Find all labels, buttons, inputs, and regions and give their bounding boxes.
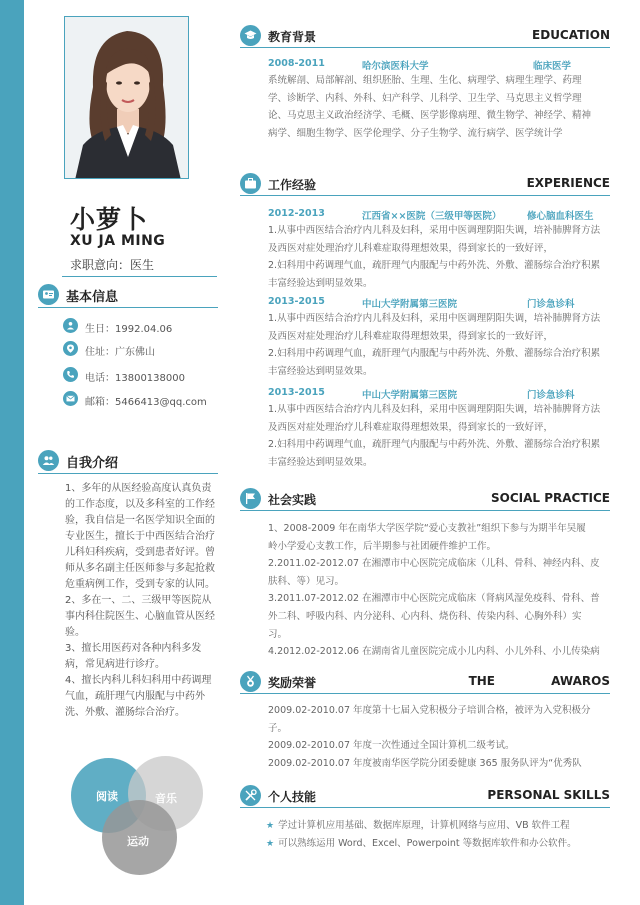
edu-school: 哈尔滨医科大学 bbox=[362, 61, 429, 72]
skills-list bbox=[266, 817, 608, 853]
text-line: 2.妇科用中药调理气血，疏肝理气内服配与中药外洗、外敷、灌肠综合治疗积累 bbox=[268, 260, 601, 272]
awards-text bbox=[268, 702, 610, 772]
section-title-en: PERSONAL SKILLS bbox=[487, 788, 610, 802]
text-line: 岭小学爱心支教工作，后半期参与社团硬件维护工作。 bbox=[268, 540, 497, 552]
text-line: 外二科、呼吸内科、内分泌科、心内科、烧伤科、传染内科、心胸外科）实 bbox=[268, 610, 582, 622]
intro-line: 的工作态度，以及多科室的工作经 bbox=[65, 499, 215, 510]
flag-icon bbox=[240, 488, 261, 509]
text-line: 习。 bbox=[268, 628, 288, 640]
section-title-en: EDUCATION bbox=[532, 28, 610, 42]
text-line: 丰富经验达到明显效果。 bbox=[268, 456, 373, 468]
job-period: 2013-2015 bbox=[268, 296, 325, 307]
intro-line: 验。 bbox=[65, 627, 85, 638]
intro-line: 危重病例工作，受到专家的认同。 bbox=[65, 579, 215, 590]
left-accent-bar bbox=[0, 0, 24, 905]
candidate-name: 小萝卜 bbox=[70, 205, 149, 234]
section-title: 基本信息 bbox=[66, 290, 119, 305]
edu-major: 临床医学 bbox=[533, 61, 572, 72]
portrait-image bbox=[65, 17, 189, 179]
intro-line: 3、擅长用医药对各种内科多发 bbox=[65, 643, 202, 654]
job-description bbox=[268, 401, 610, 471]
text-line: 及西医对症处理治疗儿科难症取得理想效果，得到家长的一致好评， bbox=[268, 330, 554, 342]
hobby-sport: 运动 bbox=[127, 835, 149, 848]
intro-line: 洗、外敷、灌肠综合治疗。 bbox=[65, 707, 185, 718]
hobby-music: 音乐 bbox=[155, 792, 177, 805]
address-text: 住址：广东佛山 bbox=[85, 347, 155, 358]
skill-item bbox=[266, 817, 608, 835]
section-title: 奖励荣誉 bbox=[268, 676, 317, 690]
birthday-text: 生日：1992.04.06 bbox=[85, 324, 173, 335]
social-practice-text bbox=[268, 520, 610, 661]
text-line: 1.从事中西医结合治疗内儿科及妇科，采用中医调理阴阳失调，培补肺脾肾方法 bbox=[268, 404, 601, 415]
email-text[interactable]: 邮箱：5466413@qq.com bbox=[85, 397, 207, 408]
job-description bbox=[268, 222, 610, 292]
text-line: 子。 bbox=[268, 722, 288, 734]
intro-line: 气血，疏肝理气内服配与中药外 bbox=[65, 691, 205, 702]
intro-line: 2、多在一、二、三级甲等医院从 bbox=[65, 595, 212, 606]
location-icon bbox=[63, 341, 78, 356]
candidate-pinyin: XU JA MING bbox=[70, 233, 166, 249]
text-line: 论、马克思主义政治经济学、毛概、医学影像病理、微生物学、神经学、精神 bbox=[268, 110, 592, 122]
briefcase-icon bbox=[240, 173, 261, 194]
social-practice-header bbox=[240, 487, 610, 511]
hobby-reading: 阅读 bbox=[96, 790, 118, 803]
job-org: 中山大学附属第三医院 bbox=[362, 390, 458, 401]
section-title: 自我介绍 bbox=[66, 456, 119, 471]
job-dept: 门诊急诊科 bbox=[527, 299, 575, 310]
skill-item bbox=[266, 835, 608, 853]
person-icon bbox=[63, 318, 78, 333]
text-line: 2009.02-2010.07 年度一次性通过全国计算机二级考试。 bbox=[268, 740, 515, 751]
text-line: 病学、细胞生物学、医学伦理学、分子生物学、流行病学、医学统计学 bbox=[268, 127, 563, 139]
users-icon bbox=[38, 450, 59, 471]
job-period: 2012-2013 bbox=[268, 208, 325, 219]
intro-line: 1、多年的从医经验高度认真负责 bbox=[65, 483, 212, 494]
basic-info-header bbox=[38, 284, 218, 308]
self-intro-text bbox=[65, 481, 217, 721]
text-line: 丰富经验达到明显效果。 bbox=[268, 277, 373, 289]
section-title: 社会实践 bbox=[268, 493, 317, 507]
text-line: 3.2011.07-2012.02 在湘潭市中心医院完成临床（肾病风湿免疫科、骨科、普 bbox=[268, 593, 600, 605]
text-line: 及西医对症处理治疗儿科难症取得理想效果，得到家长的一致好评， bbox=[268, 242, 554, 254]
intro-line: 专业医生，擅长于中西医结合治疗 bbox=[65, 531, 215, 542]
text-line: 丰富经验达到明显效果。 bbox=[268, 365, 373, 377]
section-title-en: EXPERIENCE bbox=[526, 176, 610, 190]
job-org: 中山大学附属第三医院 bbox=[362, 299, 458, 310]
text-line: 及西医对症处理治疗儿科难症取得理想效果，得到家长的一致好评， bbox=[268, 421, 554, 433]
job-period: 2013-2015 bbox=[268, 387, 325, 398]
tools-icon bbox=[240, 785, 261, 806]
job-description bbox=[268, 310, 610, 380]
text-line: 4.2012.02-2012.06 在湖南省儿童医院完成小儿内科、小儿外科、小儿传染病 bbox=[268, 646, 600, 658]
intro-line: 病，常见病进行诊疗。 bbox=[65, 659, 165, 670]
section-title: 教育背景 bbox=[268, 30, 317, 44]
id-card-icon bbox=[38, 284, 59, 305]
skill-text: 学过计算机应用基础、数据库原理，计算机网络与应用、VB 软件工程 bbox=[278, 820, 570, 831]
section-title-en: SOCIAL PRACTICE bbox=[490, 491, 610, 505]
star-icon: ★ bbox=[266, 839, 275, 849]
intro-line: 儿科妇科疾病，受到患者好评。曾 bbox=[65, 547, 215, 558]
text-line: 1.从事中西医结合治疗内儿科及妇科，采用中医调理阴阳失调，培补肺脾肾方法 bbox=[268, 225, 601, 236]
intro-line: 验，我自信是一名医学知识全面的 bbox=[65, 515, 215, 526]
skill-text: 可以熟练运用 Word、Excel、Powerpoint 等数据库软件和办公软件。 bbox=[278, 838, 577, 849]
job-intent: 求职意向：医生 bbox=[70, 258, 155, 272]
divider bbox=[62, 276, 217, 277]
section-title-en-1: THE bbox=[468, 674, 495, 688]
text-line: 2.妇科用中药调理气血，疏肝理气内服配与中药外洗、外敷、灌肠综合治疗积累 bbox=[268, 348, 601, 360]
star-icon: ★ bbox=[266, 821, 275, 831]
job-dept: 修心脑血科医生 bbox=[527, 211, 594, 222]
profile-photo bbox=[64, 16, 189, 179]
text-line: 1.从事中西医结合治疗内儿科及妇科，采用中医调理阴阳失调，培补肺脾肾方法 bbox=[268, 313, 601, 324]
education-header bbox=[240, 24, 610, 48]
mail-icon bbox=[63, 391, 78, 406]
edu-period: 2008-2011 bbox=[268, 58, 325, 69]
awards-header bbox=[240, 670, 610, 694]
intro-line: 事内科住院医生、心脑血管从医经 bbox=[65, 611, 215, 622]
text-line: 2009.02-2010.07 年度被南华医学院分团委健康 365 服务队评为“优秀队 bbox=[268, 757, 582, 769]
text-line: 学、诊断学、内科、外科、妇产科学、儿科学、卫生学、马克思主义哲学理 bbox=[268, 92, 582, 104]
intro-line: 4、擅长内科儿科妇科用中药调理 bbox=[65, 675, 212, 686]
skills-header bbox=[240, 784, 610, 808]
graduation-cap-icon bbox=[240, 25, 261, 46]
experience-header bbox=[240, 172, 610, 196]
text-line: 2.2011.02-2012.07 在湘潭市中心医院完成临床（儿科、骨科、神经内科、皮 bbox=[268, 558, 600, 570]
edu-courses bbox=[268, 72, 610, 142]
text-line: 肤科、等）见习。 bbox=[268, 575, 345, 587]
self-intro-header bbox=[38, 450, 218, 474]
text-line: 2009.02-2010.07 年度第十七届入党积极分子培训合格，被评为入党积极分 bbox=[268, 705, 591, 716]
text-line: 2.妇科用中药调理气血，疏肝理气内服配与中药外洗、外敷、灌肠综合治疗积累 bbox=[268, 439, 601, 451]
job-dept: 门诊急诊科 bbox=[527, 390, 575, 401]
intro-line: 师从多名副主任医师参与多起抢救 bbox=[65, 563, 215, 574]
medal-icon bbox=[240, 671, 261, 692]
job-org: 江西省××医院（三级甲等医院） bbox=[362, 211, 502, 222]
section-title-en-2: AWAROS bbox=[551, 674, 610, 688]
section-title: 工作经验 bbox=[268, 178, 317, 192]
phone-text[interactable]: 电话：13800138000 bbox=[85, 373, 185, 384]
text-line: 系统解剖、局部解剖、组织胚胎、生理、生化、病理学、病理生理学、药理 bbox=[268, 75, 582, 86]
text-line: 1、2008-2009 年在南华大学医学院“爱心支教社”组织下参与为期半年吴履 bbox=[268, 523, 586, 534]
phone-icon bbox=[63, 367, 78, 382]
section-title: 个人技能 bbox=[268, 790, 317, 804]
